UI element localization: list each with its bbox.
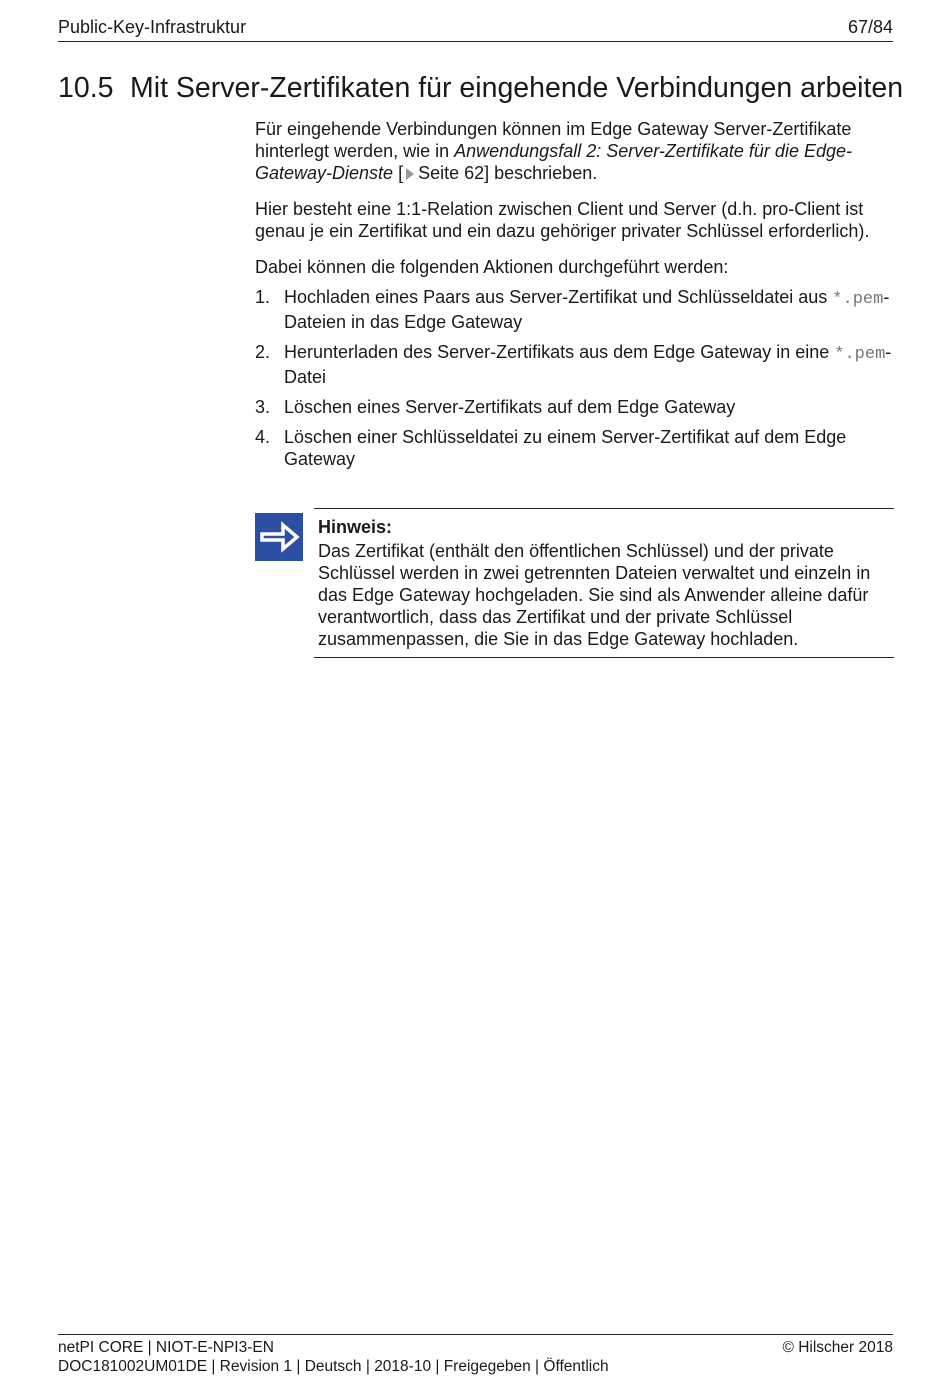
list-item-text: Löschen eines Server-Zertifikats auf dem Edge Gateway (284, 397, 736, 417)
list-item-text: Herunterladen des Server-Zertifikats aus dem Edge Gateway in eine (284, 342, 835, 362)
page-footer (58, 1334, 893, 1376)
list-item-number: 3. (255, 397, 271, 417)
header-title: Public-Key-Infrastruktur (58, 17, 247, 37)
list-item-text-end: -Dateien in das Edge Gateway (284, 287, 890, 332)
list-item (255, 286, 895, 333)
list-item-text: Hochladen eines Paars aus Server-Zertifikat und Schlüsseldatei aus (284, 287, 833, 307)
note-heading: Hinweis: (318, 517, 393, 537)
note-body (314, 508, 894, 658)
actions-list (255, 286, 895, 470)
cross-reference-link[interactable]: Anwendungsfall 2: Server-Zertifikate für die Edge-Gateway-Dienste (255, 141, 852, 183)
intro-paragraph (255, 118, 895, 184)
page-reference-arrow-icon (406, 168, 414, 180)
intro-text: Für eingehende Verbindungen können im Edge Gateway Server-Zertifikate hinterlegt werden, wie in (255, 119, 852, 161)
list-item-number: 1. (255, 287, 271, 307)
note-text: Das Zertifikat (enthält den öffentlichen Schlüssel) und der private Schlüssel werden in zwei getrennten Dateien verwaltet und einzeln in das Edge Gateway hochgeladen. Sie sind als Anwender alleine dafür verantwortlich, dass das Zertifikat und der private Schlüssel zusammenpassen, die Sie in das Edge Gateway hochladen. (318, 541, 871, 649)
list-item (255, 341, 895, 388)
list-item (255, 426, 895, 470)
section-title: Mit Server-Zertifikaten für eingehende Verbindungen arbeiten (130, 72, 904, 104)
page-reference-link[interactable]: Seite 62 (418, 163, 485, 183)
arrow-right-icon (255, 513, 303, 561)
list-item (255, 396, 895, 418)
list-item-text-end: -Datei (284, 342, 892, 387)
section-heading (58, 70, 903, 106)
list-item-number: 4. (255, 427, 271, 447)
relation-paragraph: Hier besteht eine 1:1-Relation zwischen Client und Server (d.h. pro-Client ist genau je ein Zertifikat und ein dazu gehöriger privater Schlüssel erforderlich). (255, 199, 870, 241)
page-header (58, 14, 893, 42)
main-content (255, 118, 895, 478)
list-item-text: Löschen einer Schlüsseldatei zu einem Server-Zertifikat auf dem Edge Gateway (284, 427, 847, 469)
footer-copyright: © Hilscher 2018 (782, 1339, 893, 1356)
section-number: 10.5 (58, 72, 114, 104)
list-item-number: 2. (255, 342, 271, 362)
footer-product: netPI CORE | NIOT-E-NPI3-EN (58, 1339, 274, 1356)
actions-intro-paragraph: Dabei können die folgenden Aktionen durchgeführt werden: (255, 257, 729, 277)
note-box (255, 508, 894, 660)
intro-text-end: ] beschrieben. (484, 163, 598, 183)
file-pattern-code: *.pem (834, 345, 886, 364)
bracket-open: [ (393, 163, 404, 183)
footer-document-info: DOC181002UM01DE | Revision 1 | Deutsch | 2018-10 | Freigegeben | Öffentlich (58, 1358, 609, 1375)
file-pattern-code: *.pem (832, 290, 884, 309)
page-number: 67/84 (847, 17, 893, 37)
